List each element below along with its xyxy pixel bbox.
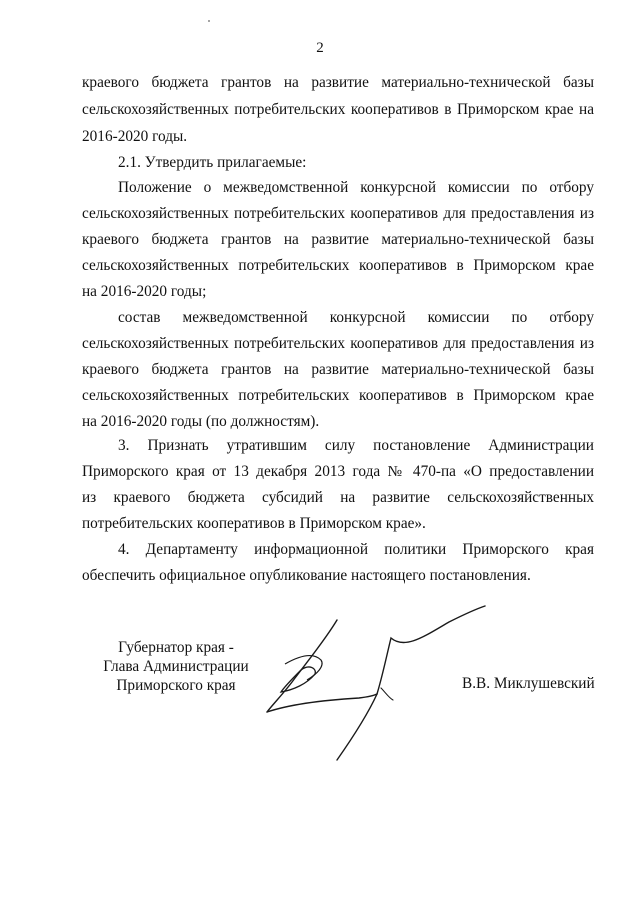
- text-line: из краевого бюджета субсидий на развитие сельскохозяйственных: [82, 489, 594, 506]
- text-line: состав межведомственной конкурсной комиссии по отбору: [118, 309, 594, 326]
- text-line: 2016-2020 годы.: [82, 128, 188, 145]
- text-line: потребительских кооперативов в Приморском крае».: [82, 515, 426, 532]
- text-line: Положение о межведомственной конкурсной комиссии по отбору: [118, 179, 594, 196]
- text-line: сельскохозяйственных потребительских кооперативов для предоставления из: [82, 335, 594, 352]
- text-line: на 2016-2020 годы;: [82, 283, 207, 300]
- text-line: сельскохозяйственных потребительских кооперативов в Приморском крае: [82, 387, 594, 404]
- clause-heading: 2.1. Утвердить прилагаемые:: [118, 154, 307, 171]
- text-line: сельскохозяйственных потребительских кооперативов для предоставления из: [82, 205, 594, 222]
- scan-artifact: [208, 20, 210, 22]
- text-line: краевого бюджета грантов на развитие материально-технической базы: [82, 361, 594, 378]
- text-line: обеспечить официальное опубликование настоящего постановления.: [82, 567, 531, 584]
- text-line: Приморского края от 13 декабря 2013 года № 470-па «О предоставлении: [82, 463, 594, 480]
- signatory-title-line: Приморского края: [116, 677, 236, 694]
- signatory-title-line: Глава Администрации: [103, 658, 249, 675]
- text-line: 3. Признать утратившим силу постановление Администрации: [118, 437, 594, 454]
- text-line: сельскохозяйственных потребительских кооперативов в Приморском крае: [82, 257, 594, 274]
- page-number: 2: [316, 40, 324, 56]
- text-line: краевого бюджета грантов на развитие материально-технической базы: [82, 74, 594, 91]
- text-line: сельскохозяйственных потребительских кооперативов в Приморском крае на: [82, 101, 594, 118]
- text-line: на 2016-2020 годы (по должностям).: [82, 413, 320, 430]
- text-line: 4. Департаменту информационной политики Приморского края: [118, 541, 594, 558]
- text-line: краевого бюджета грантов на развитие материально-технической базы: [82, 231, 594, 248]
- signatory-name: В.В. Миклушевский: [462, 675, 595, 692]
- signatory-title-line: Губернатор края -: [118, 639, 234, 656]
- handwritten-signature: [255, 600, 495, 770]
